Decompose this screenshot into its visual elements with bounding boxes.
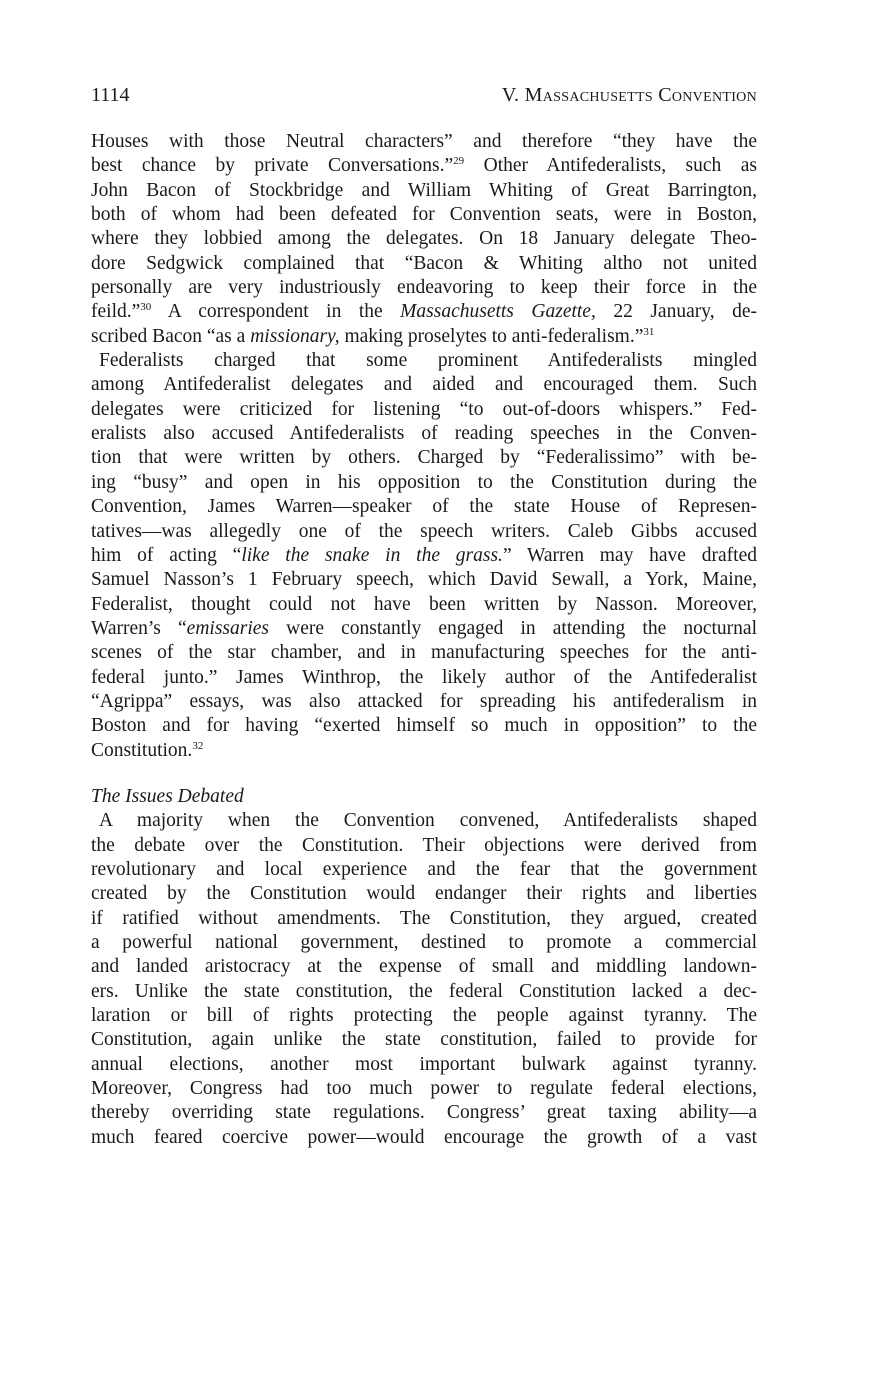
paragraph-line: among Antifederalist delegates and aided and encouraged them. Such xyxy=(91,374,757,396)
paragraph-line: scenes of the star chamber, and in manufacturing speeches for the anti- xyxy=(91,642,757,664)
paragraph-line: federal junto.” James Winthrop, the likely author of the Antifederalist xyxy=(91,666,757,688)
paragraph-line: and landed aristocracy at the expense of small and middling landown- xyxy=(91,956,757,978)
paragraph-line: Boston and for having “exerted himself so much in opposition” to the xyxy=(91,715,757,737)
paragraph-line: A majority when the Convention convened, Antifederalists shaped xyxy=(99,810,757,832)
paragraph-line: thereby overriding state regulations. Congress’ great taxing ability—a xyxy=(91,1102,757,1124)
paragraph-line: the debate over the Constitution. Their objections were derived from xyxy=(91,834,757,856)
paragraph-line: Federalists charged that some prominent Antifederalists mingled xyxy=(99,350,757,372)
paragraph-line: revolutionary and local experience and the fear that the government xyxy=(91,858,757,880)
paragraph-line: Samuel Nasson’s 1 February speech, which David Sewall, a York, Maine, xyxy=(91,569,757,591)
body-text xyxy=(91,130,757,1150)
paragraph-line: scribed Bacon “as a missionary, making proselytes to anti-federalism.”$^{31}$ xyxy=(91,325,655,347)
paragraph-line: both of whom had been defeated for Convention seats, were in Boston, xyxy=(91,204,757,226)
paragraph-line: created by the Constitution would endanger their rights and liberties xyxy=(91,883,757,905)
footnote-marker: 29 xyxy=(453,155,465,168)
section-heading: The Issues Debated xyxy=(91,785,244,807)
paragraph-line: a powerful national government, destined to promote a commercial xyxy=(91,932,757,953)
paragraph-line: Constitution.$^{32}$ xyxy=(91,739,204,761)
footnote-marker: 32 xyxy=(192,739,204,752)
chapter-title: V. Massachusetts Convention xyxy=(501,84,757,106)
paragraph-line: eralists also accused Antifederalists of reading speeches in the Conven- xyxy=(91,423,757,445)
paragraph-line: tion that were written by others. Charged by “Federalissimo” with be- xyxy=(91,447,757,469)
paragraph-line: “Agrippa” essays, was also attacked for spreading his antifederalism in xyxy=(91,690,757,712)
section-spacer xyxy=(91,763,757,785)
paragraph-line: dore Sedgwick complained that “Bacon & Whiting altho not united xyxy=(91,252,757,274)
footnote-marker: 30 xyxy=(140,301,152,314)
paragraph-line: Federalist, thought could not have been written by Nasson. Moreover, xyxy=(91,593,757,615)
paragraph-line: ing “busy” and open in his opposition to the Constitution during the xyxy=(91,471,757,493)
publication-title: Massachusetts Gazette, xyxy=(400,301,596,323)
paragraph-line: annual elections, another most important bulwark against tyranny. xyxy=(91,1053,757,1075)
running-head xyxy=(91,80,757,110)
paragraph-line: best chance by private Conversations.”$^{29}$ Other Antifederalists, such as xyxy=(91,155,757,177)
paragraph-line: Moreover, Congress had too much power to regulate federal elections, xyxy=(91,1078,757,1100)
paragraph-line: him of acting “like the snake in the grass.” Warren may have drafted xyxy=(91,544,757,566)
paragraph-line: John Bacon of Stockbridge and William Whiting of Great Barrington, xyxy=(91,179,757,201)
paragraph-line: delegates were criticized for listening “to out-of-doors whispers.” Fed- xyxy=(91,398,757,420)
paragraph-line: where they lobbied among the delegates. On 18 January delegate Theo- xyxy=(91,228,757,250)
paragraph-line: personally are very industriously endeavoring to keep their force in the xyxy=(91,277,757,299)
paragraph-line: ers. Unlike the state constitution, the federal Constitution lacked a dec- xyxy=(91,980,757,1002)
footnote-marker: 31 xyxy=(643,325,655,338)
paragraph-line: tatives—was allegedly one of the speech writers. Caleb Gibbs accused xyxy=(91,520,757,542)
paragraph-line: Warren’s “emissaries were constantly engaged in attending the nocturnal xyxy=(91,617,757,639)
paragraph-line: laration or bill of rights protecting the people against tyranny. The xyxy=(91,1005,757,1027)
paragraph-line: feild.”$^{30}$ A correspondent in the Massachusetts Gazette, 22 January, de- xyxy=(91,301,757,323)
page-number: 1114 xyxy=(91,84,130,106)
paragraph-line: Constitution, again unlike the state constitution, failed to provide for xyxy=(91,1029,757,1051)
paragraph-line: Convention, James Warren—speaker of the state House of Represen- xyxy=(91,496,757,518)
paragraph-line: Houses with those Neutral characters” and therefore “they have the xyxy=(91,131,757,152)
paragraph-line: if ratified without amendments. The Constitution, they argued, created xyxy=(91,907,757,929)
paragraph-line: much feared coercive power—would encourage the growth of a vast xyxy=(91,1126,757,1148)
